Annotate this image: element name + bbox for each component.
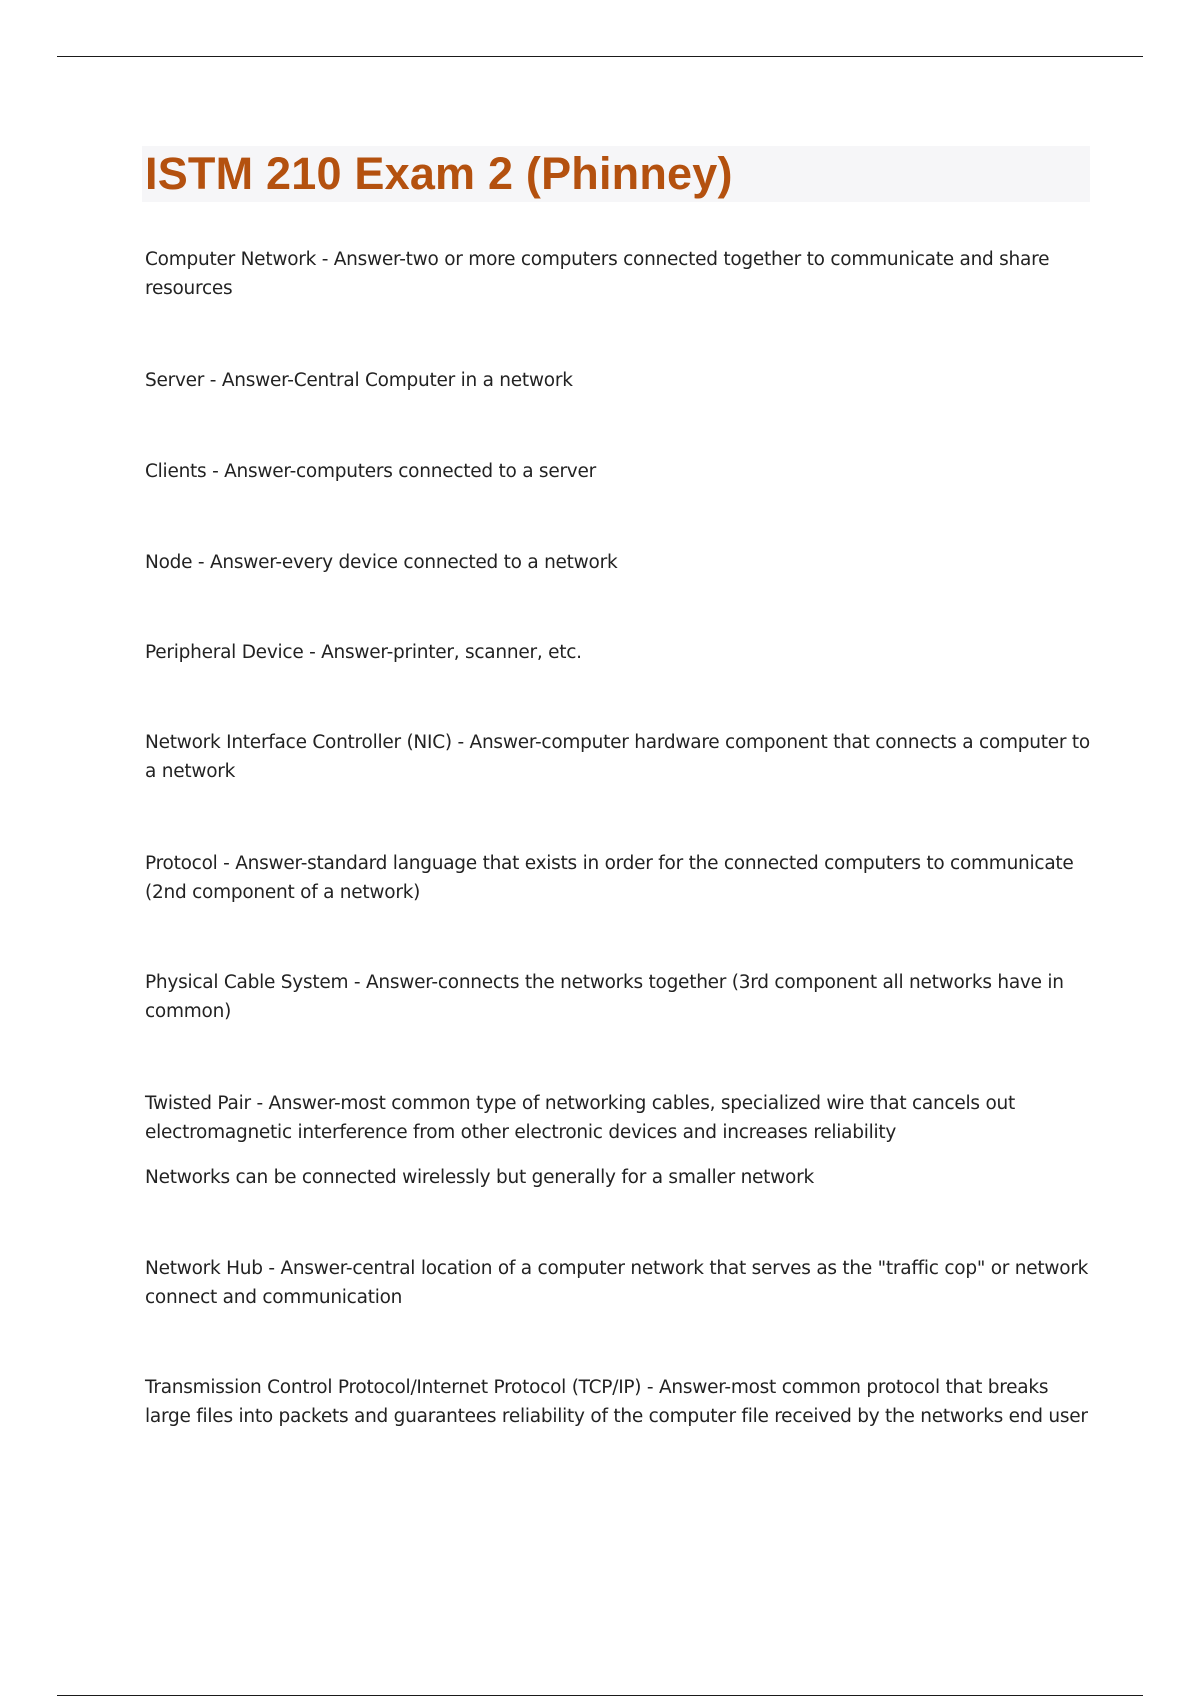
entry-computer-network: Computer Network - Answer-two or more computers connected together to communicate and share resources [145,249,1050,299]
entry-clients: Clients - Answer-computers connected to a server [145,461,596,482]
entry-peripheral-device: Peripheral Device - Answer-printer, scanner, etc. [145,642,582,663]
entry-nic: Network Interface Controller (NIC) - Answer-computer hardware component that connects a computer to a network [145,732,1090,782]
footer-rule [57,1695,1143,1696]
header-rule [57,56,1143,57]
entry-node: Node - Answer-every device connected to a network [145,552,618,573]
entry-tcp-ip: Transmission Control Protocol/Internet Protocol (TCP/IP) - Answer-most common protocol that breaks large files into packets and guarantees reliability of the computer file received by the networks end user [145,1377,1088,1427]
entry-physical-cable-system: Physical Cable System - Answer-connects the networks together (3rd component all networks have in common) [145,972,1064,1022]
entry-protocol: Protocol - Answer-standard language that exists in order for the connected computers to communicate (2nd component of a network) [145,853,1074,903]
document-title: ISTM 210 Exam 2 (Phinney) [145,148,733,199]
entry-wireless-note: Networks can be connected wirelessly but generally for a smaller network [145,1167,814,1188]
entry-network-hub: Network Hub - Answer-central location of a computer network that serves as the "traffic cop" or network connect and communication [145,1258,1089,1308]
entry-twisted-pair: Twisted Pair - Answer-most common type of networking cables, specialized wire that cancels out electromagnetic interference from other electronic devices and increases reliability [145,1093,1015,1143]
entry-server: Server - Answer-Central Computer in a network [145,370,573,391]
